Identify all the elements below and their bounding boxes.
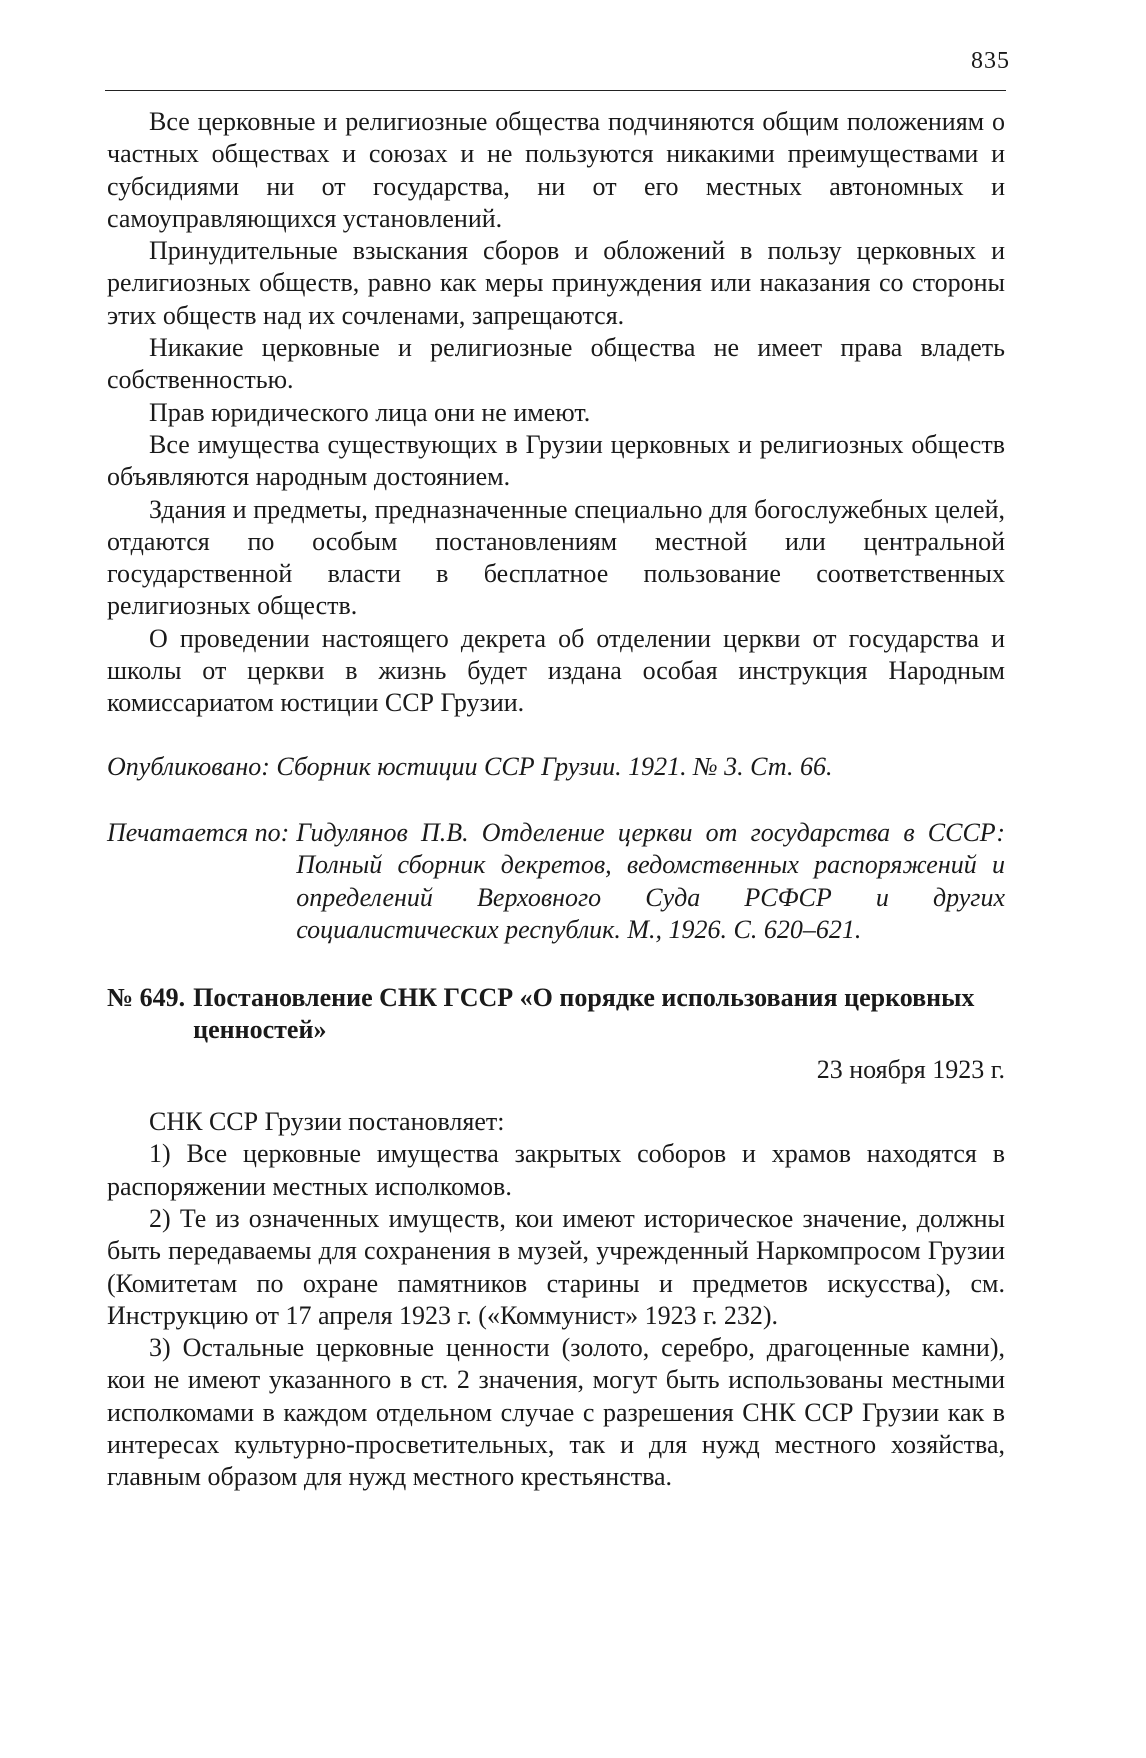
body-paragraph: Прав юридического лица они не имеют. bbox=[149, 397, 591, 427]
document-title: Постановление СНК ГССР «О порядке использования церковных ценностей» bbox=[193, 983, 975, 1045]
document-number: № 649. bbox=[107, 983, 186, 1013]
document-paragraph: 2) Те из означенных имуществ, кои имеют историческое значение, должны быть передаваемы для сохранения в музей, учрежденный Наркомпросом Грузии (Комитетам по охране памятников старины и предметов искусства), см. Инструкцию от 17 апреля 1923 г. («Коммунист» 1923 г. 232). bbox=[107, 1203, 1005, 1330]
document-heading bbox=[107, 982, 1005, 1047]
body-paragraph: Принудительные взыскания сборов и обложений в пользу церковных и религиозных обществ, равно как меры принуждения или наказания со стороны этих обществ над их сочленами, запрещаются. bbox=[107, 236, 1005, 330]
source-printed-text: Гидулянов П.В. Отделение церкви от государства в СССР: Полный сборник декретов, ведомственных распоряжений и определений Верховного Суда РСФСР и других социалистических республик. М., 1926. С. 620–621. bbox=[296, 817, 1005, 944]
source-printed-label: Печатается по: bbox=[107, 817, 290, 847]
body-paragraph: Все имущества существующих в Грузии церковных и религиозных обществ объявляются народным достоянием. bbox=[107, 429, 1005, 492]
page-number: 835 bbox=[971, 48, 1010, 74]
body-paragraph: Здания и предметы, предназначенные специально для богослужебных целей, отдаются по особым постановлениям местной или центральной государственной власти в бесплатное пользование соответственных религиозных обществ. bbox=[107, 494, 1005, 621]
body-paragraph: О проведении настоящего декрета об отделении церкви от государства и школы от церкви в жизнь будет издана особая инструкция Народным комиссариатом юстиции ССР Грузии. bbox=[107, 623, 1005, 718]
body-paragraph: Никакие церковные и религиозные общества не имеет права владеть собственностью. bbox=[107, 333, 1005, 395]
body-paragraph: Все церковные и религиозные общества подчиняются общим положениям о частных обществах и союзах и не пользуются никакими преимуществами и субсидиями ни от государства, ни от его местных автономных и самоуправляющихся установлений. bbox=[107, 107, 1005, 233]
document-paragraph: 3) Остальные церковные ценности (золото, серебро, драгоценные камни), кои не имеют указанного в ст. 2 значения, могут быть использованы местными исполкомами в каждом отдельном случае с разрешения СНК ССР Грузии как в интересах культурно-просветительных, так и для нужд местного хозяйства, главным образом для нужд местного крестьянства. bbox=[107, 1333, 1005, 1492]
page-content bbox=[107, 106, 1005, 1494]
source-printed-note bbox=[107, 817, 1005, 946]
source-published-note: Опубликовано: Сборник юстиции ССР Грузии. 1921. № 3. Ст. 66. bbox=[107, 751, 833, 781]
document-paragraph: 1) Все церковные имущества закрытых соборов и храмов находятся в распоряжении местных исполкомов. bbox=[107, 1139, 1005, 1201]
header-rule bbox=[105, 90, 1006, 91]
document-paragraph: СНК ССР Грузии постановляет: bbox=[149, 1107, 505, 1137]
document-date: 23 ноября 1923 г. bbox=[816, 1054, 1005, 1084]
